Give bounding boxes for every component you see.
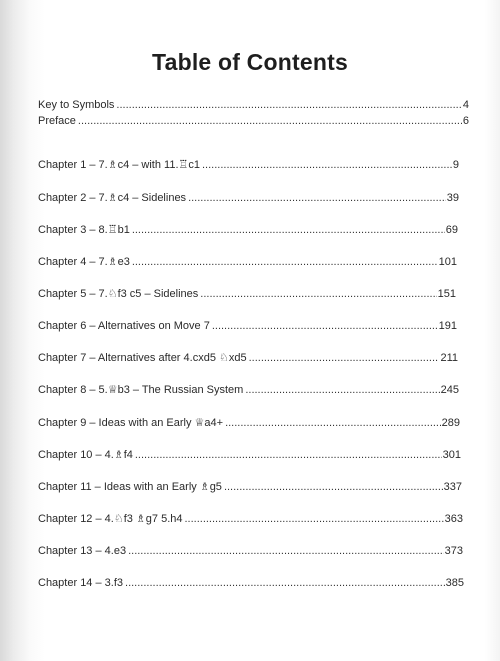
dot-leader: [212, 320, 438, 333]
dot-leader: [132, 256, 438, 269]
toc-entry-page: 39: [446, 192, 459, 204]
toc-entry-chapter-4: [38, 256, 457, 269]
toc-entry-label: Chapter 13 – 4.e3: [38, 545, 127, 557]
dot-leader: [200, 288, 436, 301]
dot-leader: [128, 545, 444, 558]
toc-entry-label: Chapter 12 – 4.♘f3 ♗g7 5.h4: [38, 513, 183, 525]
toc-entry-label: Key to Symbols: [38, 99, 115, 111]
toc-entry-label: Chapter 1 – 7.♗c4 – with 11.♖c1: [38, 159, 200, 171]
toc-entry-page: 289: [441, 417, 460, 429]
toc-entry-label: Chapter 10 – 4.♗f4: [38, 449, 133, 461]
dot-leader: [188, 192, 446, 205]
dot-leader: [249, 352, 440, 365]
toc-entry-chapter-1: [38, 159, 459, 172]
toc-entry-preface: [38, 115, 469, 128]
toc-entry-label: Chapter 9 – Ideas with an Early ♕a4+: [38, 417, 224, 429]
toc-entry-page: 4: [462, 99, 469, 111]
toc-entry-chapter-8: [38, 384, 459, 397]
dot-leader: [224, 481, 443, 494]
toc-entry-key-to-symbols: [38, 99, 469, 112]
toc-entry-chapter-3: [38, 224, 458, 237]
toc-entry-chapter-14: [38, 577, 464, 590]
toc-entry-chapter-6: [38, 320, 457, 333]
toc-entry-chapter-2: [38, 192, 459, 205]
toc-entry-page: 245: [440, 384, 459, 396]
toc-entry-label: Chapter 2 – 7.♗c4 – Sidelines: [38, 192, 187, 204]
toc-entry-label: Chapter 11 – Ideas with an Early ♗g5: [38, 481, 222, 493]
toc-entry-page: 373: [444, 545, 463, 557]
toc-entry-label: Chapter 7 – Alternatives after 4.cxd5 ♘xd5: [38, 352, 247, 364]
toc-entry-page: 363: [444, 513, 463, 525]
toc-entry-page: 151: [437, 288, 456, 300]
dot-leader: [116, 99, 461, 112]
toc-entry-chapter-12: [38, 513, 463, 526]
dot-leader: [78, 115, 462, 128]
toc-entry-page: 385: [445, 577, 464, 589]
toc-entry-chapter-5: [38, 288, 456, 301]
toc-entry-chapter-7: [38, 352, 458, 365]
dot-leader: [135, 449, 442, 462]
toc-entry-page: 6: [462, 115, 469, 127]
toc-entry-page: 301: [442, 449, 461, 461]
dot-leader: [202, 159, 452, 172]
toc-entry-label: Preface: [38, 115, 76, 127]
toc-entry-page: 337: [443, 481, 462, 493]
page-title: Table of Contents: [152, 49, 348, 75]
dot-leader: [245, 384, 439, 397]
dot-leader: [184, 513, 443, 526]
toc-entry-chapter-9: [38, 417, 460, 430]
toc-entry-chapter-11: [38, 481, 462, 494]
toc-entry-label: Chapter 8 – 5.♕b3 – The Russian System: [38, 384, 244, 396]
toc-entry-label: Chapter 6 – Alternatives on Move 7: [38, 320, 210, 332]
toc-entry-page: 191: [438, 320, 457, 332]
dot-leader: [225, 417, 441, 430]
toc-entry-page: 9: [452, 159, 459, 171]
dot-leader: [125, 577, 445, 590]
toc-entry-page: 101: [438, 256, 457, 268]
toc-entry-label: Chapter 5 – 7.♘f3 c5 – Sidelines: [38, 288, 199, 300]
toc-entry-label: Chapter 4 – 7.♗e3: [38, 256, 130, 268]
dot-leader: [132, 224, 445, 237]
toc-entry-page: 211: [440, 352, 458, 364]
toc-entry-label: Chapter 14 – 3.f3: [38, 577, 124, 589]
toc-entry-page: 69: [445, 224, 458, 236]
toc-entry-chapter-10: [38, 449, 461, 462]
toc-entry-chapter-13: [38, 545, 463, 558]
toc-entry-label: Chapter 3 – 8.♖b1: [38, 224, 130, 236]
